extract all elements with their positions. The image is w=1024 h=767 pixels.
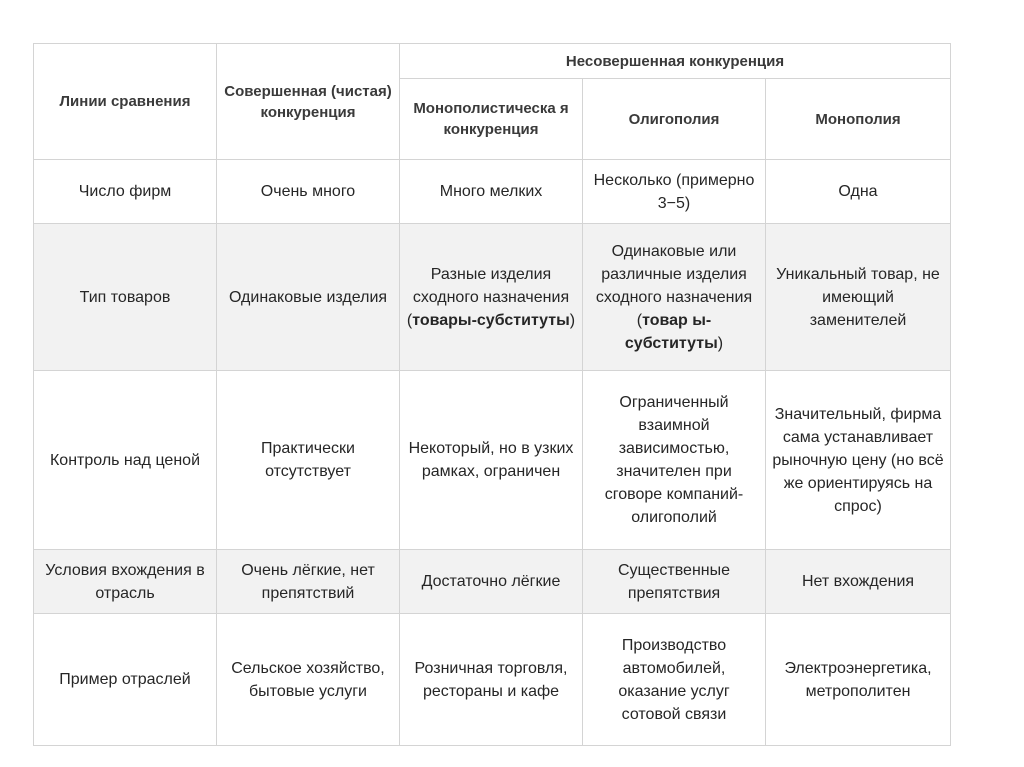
- header-monopolistic-label: Монополистическа я конкуренция: [413, 100, 569, 138]
- cell-oligopoly-close: ): [717, 334, 724, 352]
- cell-oligopoly-text: Несколько (примерно 3−5): [593, 171, 755, 212]
- substitutes-term: товар ы-субституты: [624, 311, 718, 352]
- cell-perfect-text: Очень лёгкие, нет препятствий: [241, 561, 375, 602]
- cell-oligopoly: [583, 224, 766, 371]
- cell-monopolistic-text: Достаточно лёгкие: [421, 573, 561, 590]
- cell-oligopoly-text: Одинаковые или различные изделия сходного назначения (: [595, 242, 753, 329]
- table-row-product-type: [34, 224, 951, 371]
- cell-monopolistic-close: ): [569, 311, 576, 329]
- header-perfect-competition: [217, 44, 400, 160]
- cell-oligopoly-text: Ограниченный взаимной зависимостью, значителен при сговоре компаний-олигополий: [604, 394, 744, 526]
- row-label-text: Тип товаров: [79, 288, 171, 306]
- cell-monopoly: [766, 160, 951, 224]
- cell-perfect-text: Одинаковые изделия: [228, 288, 388, 306]
- cell-monopolistic-text: Разные изделия сходного назначения (: [406, 265, 570, 329]
- cell-perfect: [217, 160, 400, 224]
- row-label: [34, 371, 217, 550]
- cell-oligopoly: [583, 160, 766, 224]
- cell-monopolistic-text: Некоторый, но в узких рамках, ограничен: [408, 440, 574, 480]
- cell-perfect-text: Практически отсутствует: [261, 440, 355, 480]
- header-imperfect-label: Несовершенная конкуренция: [565, 52, 785, 70]
- row-label-text: Число фирм: [78, 183, 172, 200]
- header-oligopoly: [583, 79, 766, 160]
- cell-perfect: [217, 224, 400, 371]
- cell-monopolistic: [400, 614, 583, 746]
- cell-monopoly: [766, 614, 951, 746]
- cell-oligopoly: [583, 550, 766, 614]
- cell-monopoly: [766, 371, 951, 550]
- header-oligopoly-label: Олигополия: [628, 110, 720, 128]
- cell-oligopoly: [583, 371, 766, 550]
- header-monopoly: [766, 79, 951, 160]
- row-label-text: Условия вхождения в отрасль: [45, 561, 205, 602]
- substitutes-term: товары-субституты: [412, 311, 570, 329]
- row-label-text: Контроль над ценой: [49, 451, 200, 469]
- cell-monopoly-text: Электроэнергетика, метрополитен: [784, 659, 932, 700]
- header-monopoly-label: Монополия: [815, 110, 901, 128]
- cell-monopoly-text: Уникальный товар, не имеющий заменителей: [776, 265, 940, 329]
- row-label: [34, 550, 217, 614]
- table-row-industry-examples: [34, 614, 951, 746]
- header-monopolistic: [400, 79, 583, 160]
- cell-perfect: [217, 614, 400, 746]
- cell-perfect-text: Сельское хозяйство, бытовые услуги: [231, 659, 385, 700]
- cell-monopolistic-text: Розничная торговля, рестораны и кафе: [414, 659, 568, 700]
- header-lines-label: Линии сравнения: [59, 93, 191, 110]
- row-label: [34, 614, 217, 746]
- cell-monopolistic: [400, 371, 583, 550]
- comparison-table: [33, 43, 951, 746]
- row-label-text: Пример отраслей: [59, 671, 191, 688]
- cell-monopoly: [766, 550, 951, 614]
- row-label: [34, 160, 217, 224]
- header-lines-of-comparison: [34, 44, 217, 160]
- cell-monopolistic-text: Много мелких: [439, 183, 543, 200]
- row-label: [34, 224, 217, 371]
- cell-perfect: [217, 550, 400, 614]
- cell-monopoly-text: Значительный, фирма сама устанавливает рыночную цену (но всё же ориентируясь на спрос): [772, 405, 944, 515]
- header-perfect-label: Совершенная (чистая) конкуренция: [224, 82, 392, 121]
- cell-monopoly-text: Одна: [838, 183, 878, 200]
- table-row-entry-conditions: [34, 550, 951, 614]
- cell-monopolistic: [400, 160, 583, 224]
- cell-monopoly: [766, 224, 951, 371]
- cell-oligopoly-text: Производство автомобилей, оказание услуг сотовой связи: [618, 636, 730, 723]
- cell-perfect: [217, 371, 400, 550]
- table-row-price-control: [34, 371, 951, 550]
- cell-monopolistic: [400, 224, 583, 371]
- header-imperfect-competition: [400, 44, 951, 79]
- cell-oligopoly-text: Существенные препятствия: [617, 561, 731, 602]
- cell-oligopoly: [583, 614, 766, 746]
- table-row-firm-count: [34, 160, 951, 224]
- cell-monopoly-text: Нет вхождения: [801, 573, 915, 590]
- cell-perfect-text: Очень много: [260, 183, 356, 200]
- cell-monopolistic: [400, 550, 583, 614]
